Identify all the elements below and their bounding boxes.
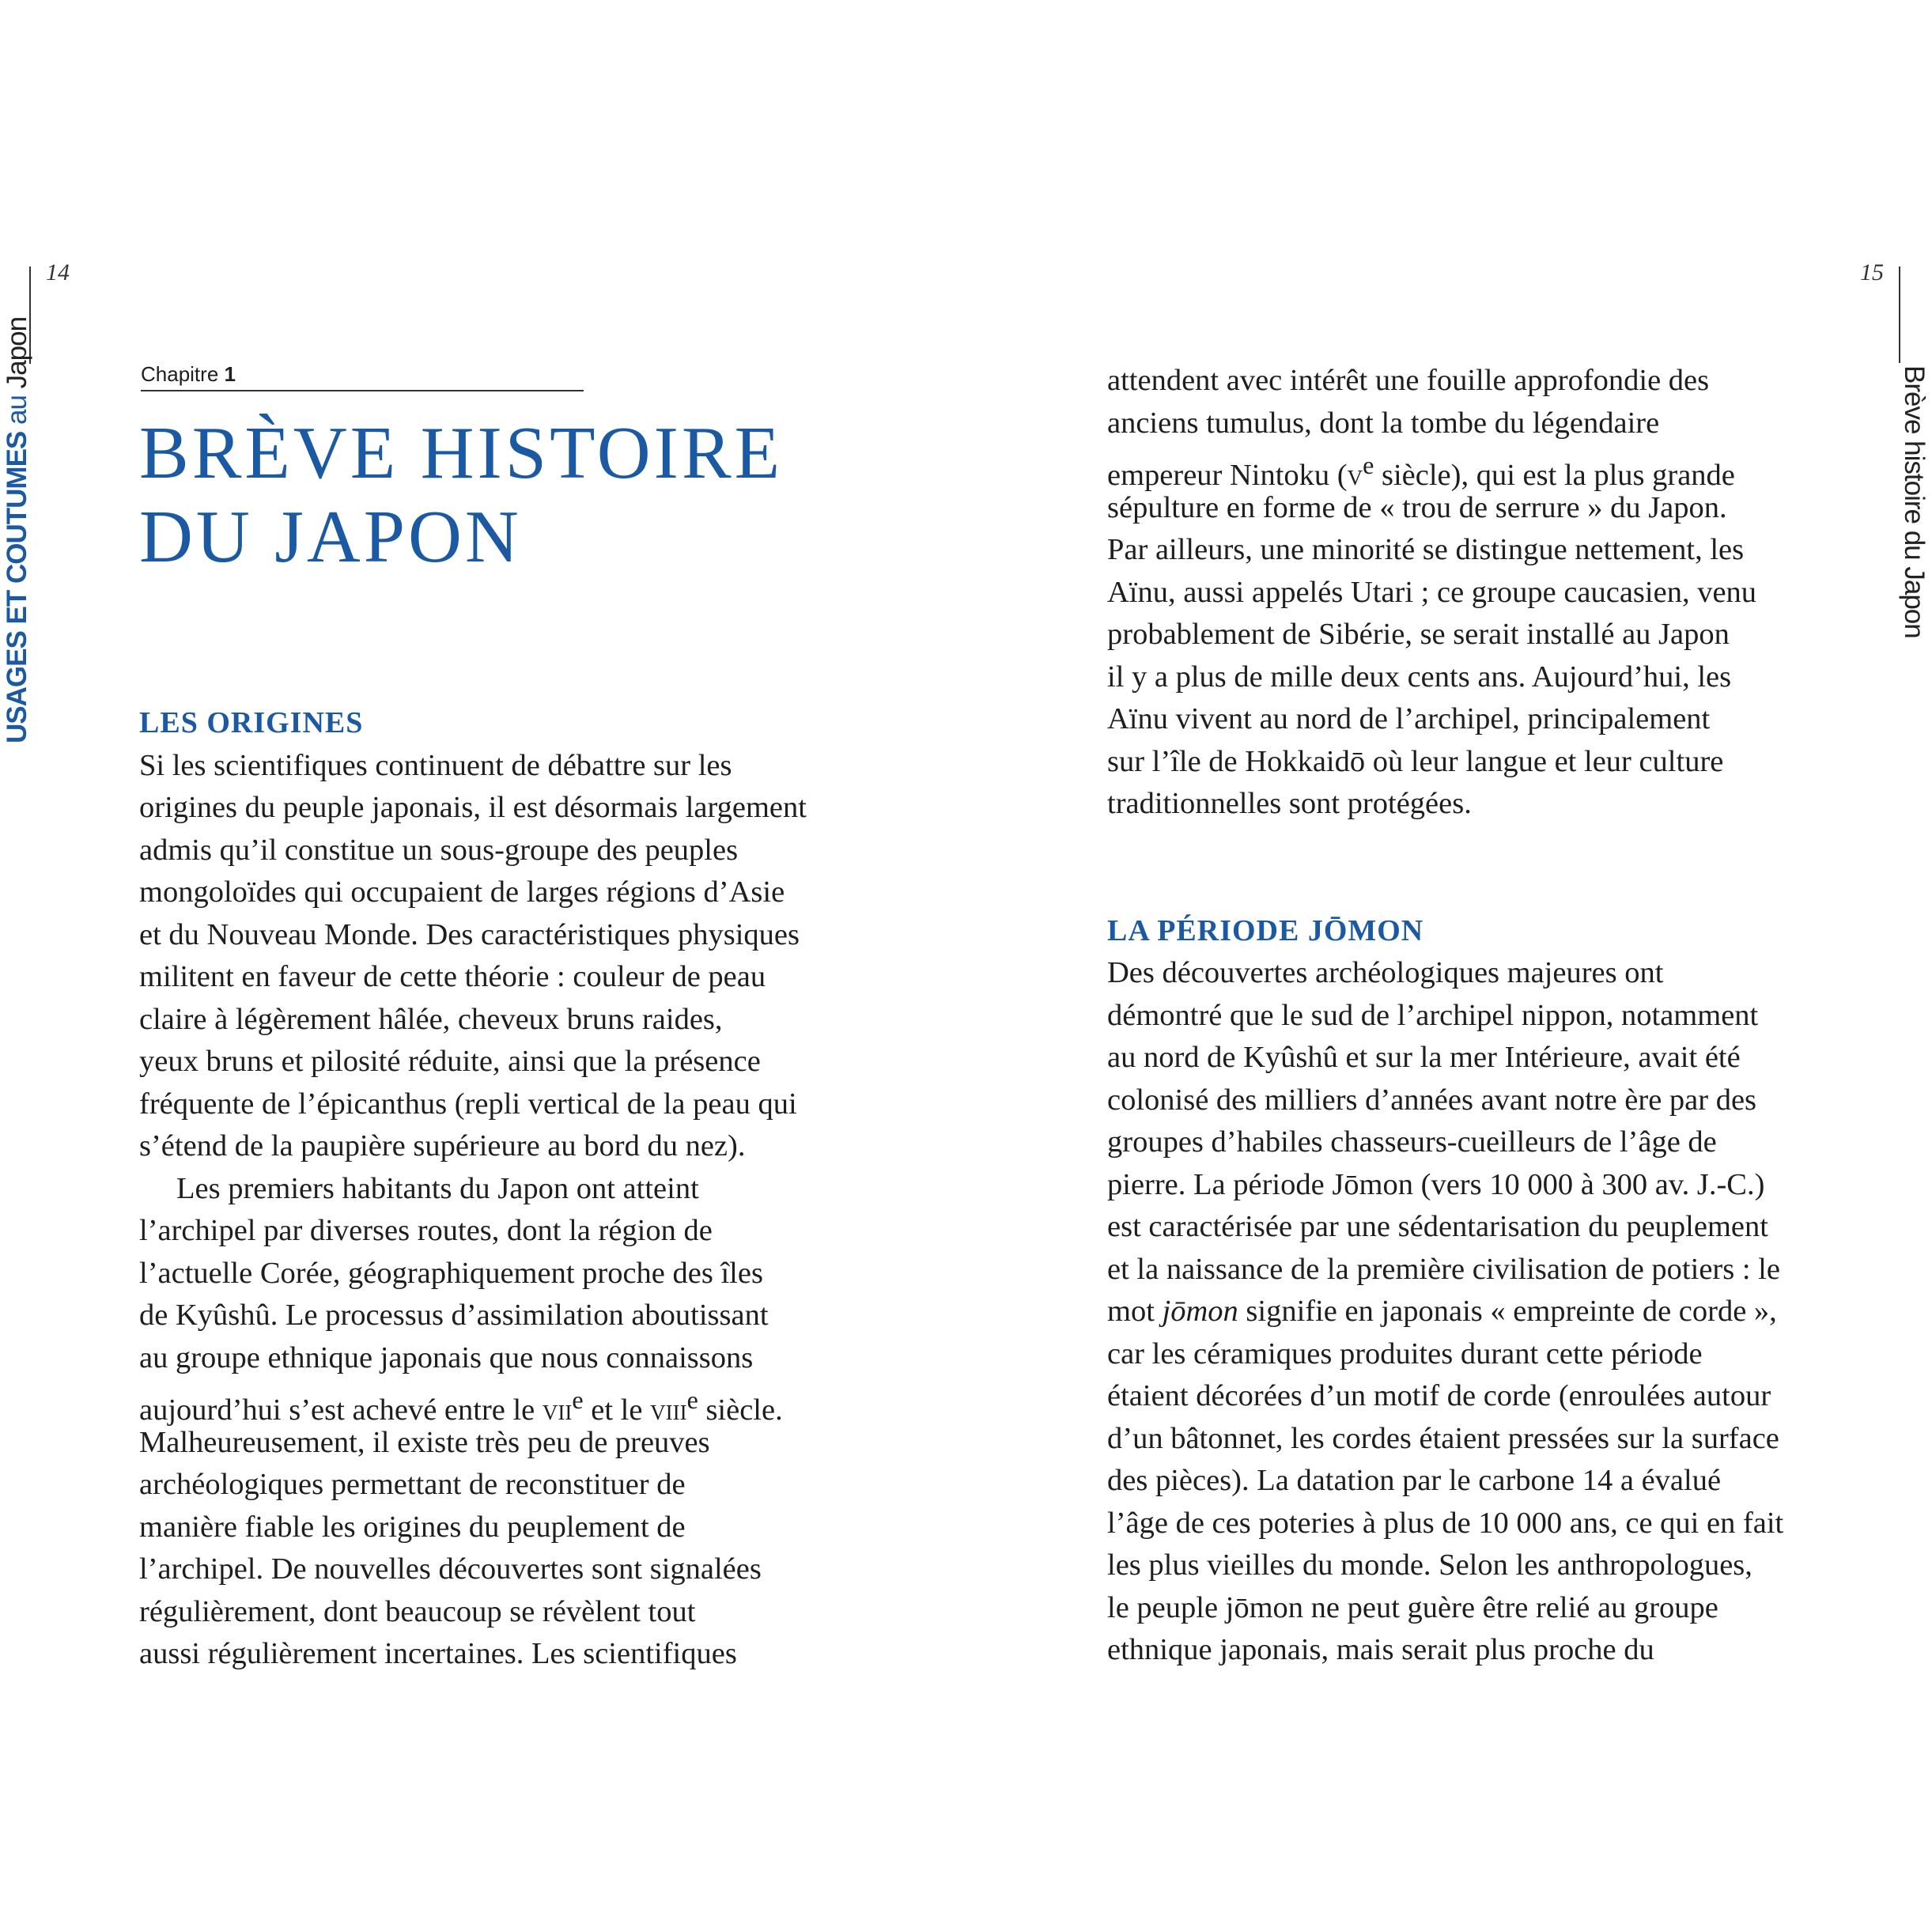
text-line: Les premiers habitants du Japon ont atteint: [176, 1171, 699, 1205]
text-line: l’actuelle Corée, géographiquement proche des îles: [139, 1256, 763, 1290]
text-line: des pièces). La datation par le carbone 14 a évalué: [1107, 1464, 1722, 1497]
margin-rule-right: [1899, 267, 1900, 363]
text-line: aussi régulièrement incertaines. Les scientifiques: [139, 1637, 737, 1670]
text-line: Des découvertes archéologiques majeures ont: [1107, 956, 1664, 989]
paragraph-2: [139, 1168, 835, 1676]
text-line: est caractérisée par une sédentarisation du peuplement: [1107, 1210, 1768, 1243]
text-line: Si les scientifiques continuent de débattre sur les: [139, 748, 732, 782]
text-line: pierre. La période Jōmon (vers 10 000 à 300 av. J.-C.): [1107, 1167, 1765, 1201]
text-line: de Kyûshû. Le processus d’assimilation aboutissant: [139, 1299, 769, 1332]
running-head-left-part3: Japon: [2, 316, 32, 389]
text-line: et du Nouveau Monde. Des caractéristiques physiques: [139, 917, 800, 951]
text-line: sur l’île de Hokkaidō où leur langue et leur culture: [1107, 744, 1724, 778]
running-head-right: Brève histoire du Japon: [1899, 365, 1930, 638]
text-line: car les céramiques produites durant cette période: [1107, 1337, 1703, 1371]
text-line: Malheureusement, il existe très peu de preuves: [139, 1425, 710, 1459]
running-head-left-part2: au: [2, 395, 32, 425]
text-line: l’âge de ces poteries à plus de 10 000 ans, ce qui en fait: [1107, 1506, 1784, 1540]
running-head-left-part1: USAGES ET COUTUMES: [2, 431, 32, 743]
text-line: démontré que le sud de l’archipel nippon, notamment: [1107, 998, 1759, 1032]
text-line: s’étend de la paupière supérieure au bord du nez).: [139, 1129, 746, 1163]
text-line: probablement de Sibérie, se serait installé au Japon: [1107, 618, 1730, 651]
text-line: au groupe ethnique japonais que nous connaissons: [139, 1340, 754, 1374]
text-line: militent en faveur de cette théorie : couleur de peau: [139, 960, 766, 993]
section-heading-origines: LES ORIGINES: [139, 706, 364, 739]
chapter-word: Chapitre: [141, 362, 219, 386]
text-line: l’archipel. De nouvelles découvertes sont signalées: [139, 1552, 762, 1586]
text-line: yeux bruns et pilosité réduite, ainsi que la présence: [139, 1045, 761, 1078]
text-line: au nord de Kyûshû et sur la mer Intérieure, avait été: [1107, 1041, 1741, 1074]
text-line: ethnique japonais, mais serait plus proche du: [1107, 1633, 1654, 1666]
text-line: colonisé des milliers d’années avant notre ère par des: [1107, 1083, 1757, 1117]
text-line: fréquente de l’épicanthus (repli vertical de la peau qui: [139, 1087, 797, 1121]
right-column: [1107, 360, 1803, 1672]
running-head-left: [2, 317, 33, 743]
text-line: traditionnelles sont protégées.: [1107, 787, 1472, 820]
text-line: Par ailleurs, une minorité se distingue nettement, les: [1107, 533, 1745, 566]
text-line: aujourd’hui s’est achevé entre le vii$^e$ et le viii$^e$ siècle.: [139, 1386, 783, 1427]
text-line: groupes d’habiles chasseurs-cueilleurs de l’âge de: [1107, 1125, 1717, 1159]
text-line: Aïnu vivent au nord de l’archipel, principalement: [1107, 702, 1711, 735]
chapter-title-line: BRÈVE HISTOIRE: [139, 412, 784, 494]
text-line: archéologiques permettant de reconstituer de: [139, 1468, 686, 1501]
text-line: le peuple jōmon ne peut guère être relié au groupe: [1107, 1590, 1718, 1624]
chapter-number: 1: [224, 362, 236, 386]
paragraph-1: [139, 745, 835, 1168]
text-line: étaient décorées d’un motif de corde (enroulées autour: [1107, 1379, 1771, 1412]
text-line: attendent avec intérêt une fouille approfondie des: [1107, 364, 1710, 397]
text-line: empereur Nintoku ($v^e$ siècle), qui est la plus grande: [1107, 451, 1735, 492]
left-column: [139, 702, 835, 1676]
text-line: anciens tumulus, dont la tombe du légendaire: [1107, 406, 1660, 440]
text-line: Aïnu, aussi appelés Utari ; ce groupe caucasien, venu: [1107, 575, 1757, 609]
page-number-left: 14: [46, 259, 70, 285]
text-line: les plus vieilles du monde. Selon les anthropologues,: [1107, 1548, 1752, 1582]
text-line: l’archipel par diverses routes, dont la région de: [139, 1214, 713, 1247]
section-heading-jomon: LA PÉRIODE JŌMON: [1107, 913, 1424, 947]
text-line: régulièrement, dont beaucoup se révèlent tout: [139, 1594, 696, 1628]
text-line: claire à légèrement hâlée, cheveux bruns raides,: [139, 1002, 723, 1036]
text-line: il y a plus de mille deux cents ans. Aujourd’hui, les: [1107, 660, 1732, 694]
text-line: mot jōmon signifie en japonais « empreinte de corde »,: [1107, 1295, 1777, 1328]
chapter-title: [139, 411, 783, 579]
text-line: d’un bâtonnet, les cordes étaient pressées sur la surface: [1107, 1421, 1779, 1455]
text-line: admis qu’il constitue un sous-groupe des peuples: [139, 833, 739, 867]
chapter-label: [141, 362, 584, 391]
page-number-right: 15: [1860, 259, 1884, 285]
text-line: sépulture en forme de « trou de serrure » du Japon.: [1107, 490, 1727, 524]
text-line: manière fiable les origines du peuplement de: [139, 1510, 686, 1544]
text-line: et la naissance de la première civilisation de potiers : le: [1107, 1252, 1780, 1286]
text-line: mongoloïdes qui occupaient de larges régions d’Asie: [139, 875, 785, 909]
text-line: origines du peuple japonais, il est désormais largement: [139, 791, 807, 824]
chapter-title-line: DU JAPON: [139, 496, 522, 578]
